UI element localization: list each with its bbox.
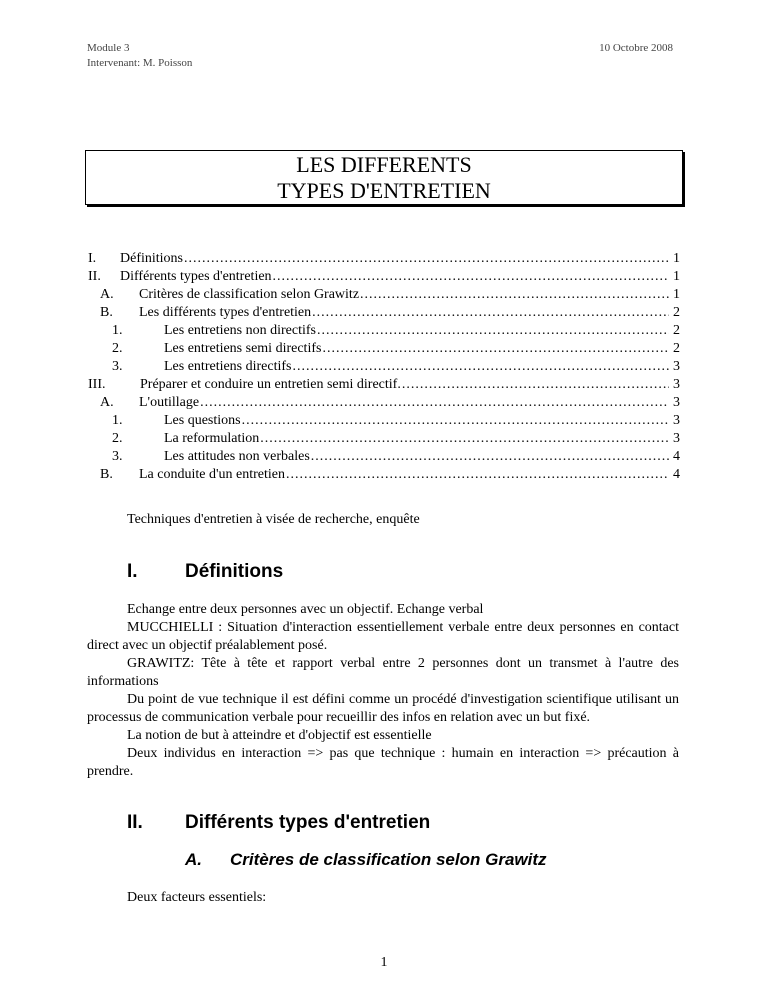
toc-leader-dots xyxy=(200,394,669,412)
toc-entry[interactable] xyxy=(88,430,680,448)
toc-entry-page: 3 xyxy=(673,395,680,410)
toc-entry-number: B. xyxy=(100,305,113,320)
instructor-label: Intervenant: M. Poisson xyxy=(87,57,193,69)
toc-entry-title: L'outillage xyxy=(139,395,200,410)
toc-entry-title: Préparer et conduire un entretien semi directif. xyxy=(140,377,401,392)
toc-entry[interactable] xyxy=(88,466,680,484)
toc-entry-page: 1 xyxy=(673,269,680,284)
toc-entry-page: 1 xyxy=(673,251,680,266)
toc-entry[interactable] xyxy=(88,322,680,340)
toc-leader-dots xyxy=(184,250,669,268)
toc-entry-number: A. xyxy=(100,395,114,410)
toc-entry-title: La conduite d'un entretien xyxy=(139,467,285,482)
toc-leader-dots xyxy=(242,412,669,430)
toc-entry-number: 2. xyxy=(112,431,123,446)
toc-entry[interactable] xyxy=(88,250,680,268)
toc-entry-title: Les questions xyxy=(164,413,241,428)
toc-entry-title: Les entretiens non directifs xyxy=(164,323,317,338)
header-date: 10 Octobre 2008 xyxy=(599,42,673,54)
toc-leader-dots xyxy=(312,304,669,322)
section-2-number: II. xyxy=(127,812,143,833)
section-1-number: I. xyxy=(127,561,138,582)
toc-entry[interactable] xyxy=(88,286,680,304)
toc-leader-dots xyxy=(322,340,669,358)
toc-entry-page: 3 xyxy=(673,413,680,428)
toc-leader-dots xyxy=(360,286,669,304)
toc-leader-dots xyxy=(317,322,669,340)
toc-entry[interactable] xyxy=(88,268,680,286)
paragraph: Deux individus en interaction => pas que technique : humain en interaction => précaution à prendre. xyxy=(87,746,679,779)
subtitle: Techniques d'entretien à visée de recherche, enquête xyxy=(127,512,420,527)
toc-entry-number: 1. xyxy=(112,413,123,428)
section-2a-text: Deux facteurs essentiels: xyxy=(127,890,267,905)
title-line-1: LES DIFFERENTS xyxy=(296,152,472,177)
toc-leader-dots xyxy=(402,376,669,394)
toc-entry-title: Différents types d'entretien xyxy=(120,269,272,284)
paragraph: MUCCHIELLI : Situation d'interaction essentiellement verbale entre deux personnes en contact direct avec un objectif préalablement posé. xyxy=(87,620,679,653)
toc-entry-page: 2 xyxy=(673,305,680,320)
title-line-2: TYPES D'ENTRETIEN xyxy=(277,178,491,203)
module-label: Module 3 xyxy=(87,42,130,54)
toc-entry-page: 3 xyxy=(673,377,680,392)
toc-entry[interactable] xyxy=(88,448,680,466)
toc-leader-dots xyxy=(311,448,669,466)
toc-entry-number: I. xyxy=(88,251,97,266)
paragraph: La notion de but à atteindre et d'objectif est essentielle xyxy=(127,728,432,743)
toc-entry-page: 3 xyxy=(673,431,680,446)
toc-entry-page: 2 xyxy=(673,323,680,338)
toc-leader-dots xyxy=(286,466,669,484)
section-1-body xyxy=(87,601,679,781)
paragraph: Echange entre deux personnes avec un objectif. Echange verbal xyxy=(127,602,484,617)
toc-entry-number: 3. xyxy=(112,359,123,374)
header-left xyxy=(87,41,192,71)
toc-entry-number: B. xyxy=(100,467,113,482)
toc-entry[interactable] xyxy=(88,394,680,412)
toc-entry-number: 3. xyxy=(112,449,123,464)
toc-entry-number: II. xyxy=(88,269,101,284)
toc-leader-dots xyxy=(260,430,669,448)
toc-entry-page: 4 xyxy=(673,467,680,482)
toc-entry[interactable] xyxy=(88,304,680,322)
paragraph: GRAWITZ: Tête à tête et rapport verbal entre 2 personnes dont un transmet à l'autre des informations xyxy=(87,656,679,689)
toc-entry-title: La reformulation xyxy=(164,431,260,446)
section-2-title: Différents types d'entretien xyxy=(185,812,431,833)
page-number: 1 xyxy=(380,955,388,970)
toc-entry-title: Critères de classification selon Grawitz xyxy=(139,287,360,302)
section-1-title: Définitions xyxy=(185,561,284,582)
toc-entry-number: A. xyxy=(100,287,114,302)
toc-entry-page: 2 xyxy=(673,341,680,356)
section-2a-number: A. xyxy=(185,850,202,869)
toc-entry[interactable] xyxy=(88,412,680,430)
toc-entry-number: III. xyxy=(88,377,106,392)
toc-entry-title: Les attitudes non verbales xyxy=(164,449,310,464)
toc-entry-number: 1. xyxy=(112,323,123,338)
toc-entry-page: 1 xyxy=(673,287,680,302)
document-title-box xyxy=(85,150,683,205)
toc-entry[interactable] xyxy=(88,340,680,358)
toc-entry-page: 4 xyxy=(673,449,680,464)
toc-entry-title: Les entretiens directifs xyxy=(164,359,292,374)
toc-entry-page: 3 xyxy=(673,359,680,374)
toc-entry-title: Les différents types d'entretien xyxy=(139,305,312,320)
toc-leader-dots xyxy=(273,268,669,286)
toc-leader-dots xyxy=(293,358,669,376)
paragraph: Du point de vue technique il est défini comme un procédé d'investigation scientifique utilisant un processus de communication verbale pour recueillir des infos en relation avec un but fixé. xyxy=(87,692,679,725)
section-2a-title: Critères de classification selon Grawitz xyxy=(230,850,547,869)
toc-entry-number: 2. xyxy=(112,341,123,356)
toc-entry[interactable] xyxy=(88,358,680,376)
table-of-contents xyxy=(88,250,680,484)
toc-entry-title: Les entretiens semi directifs xyxy=(164,341,322,356)
toc-entry-title: Définitions xyxy=(120,251,183,266)
toc-entry[interactable] xyxy=(88,376,680,394)
